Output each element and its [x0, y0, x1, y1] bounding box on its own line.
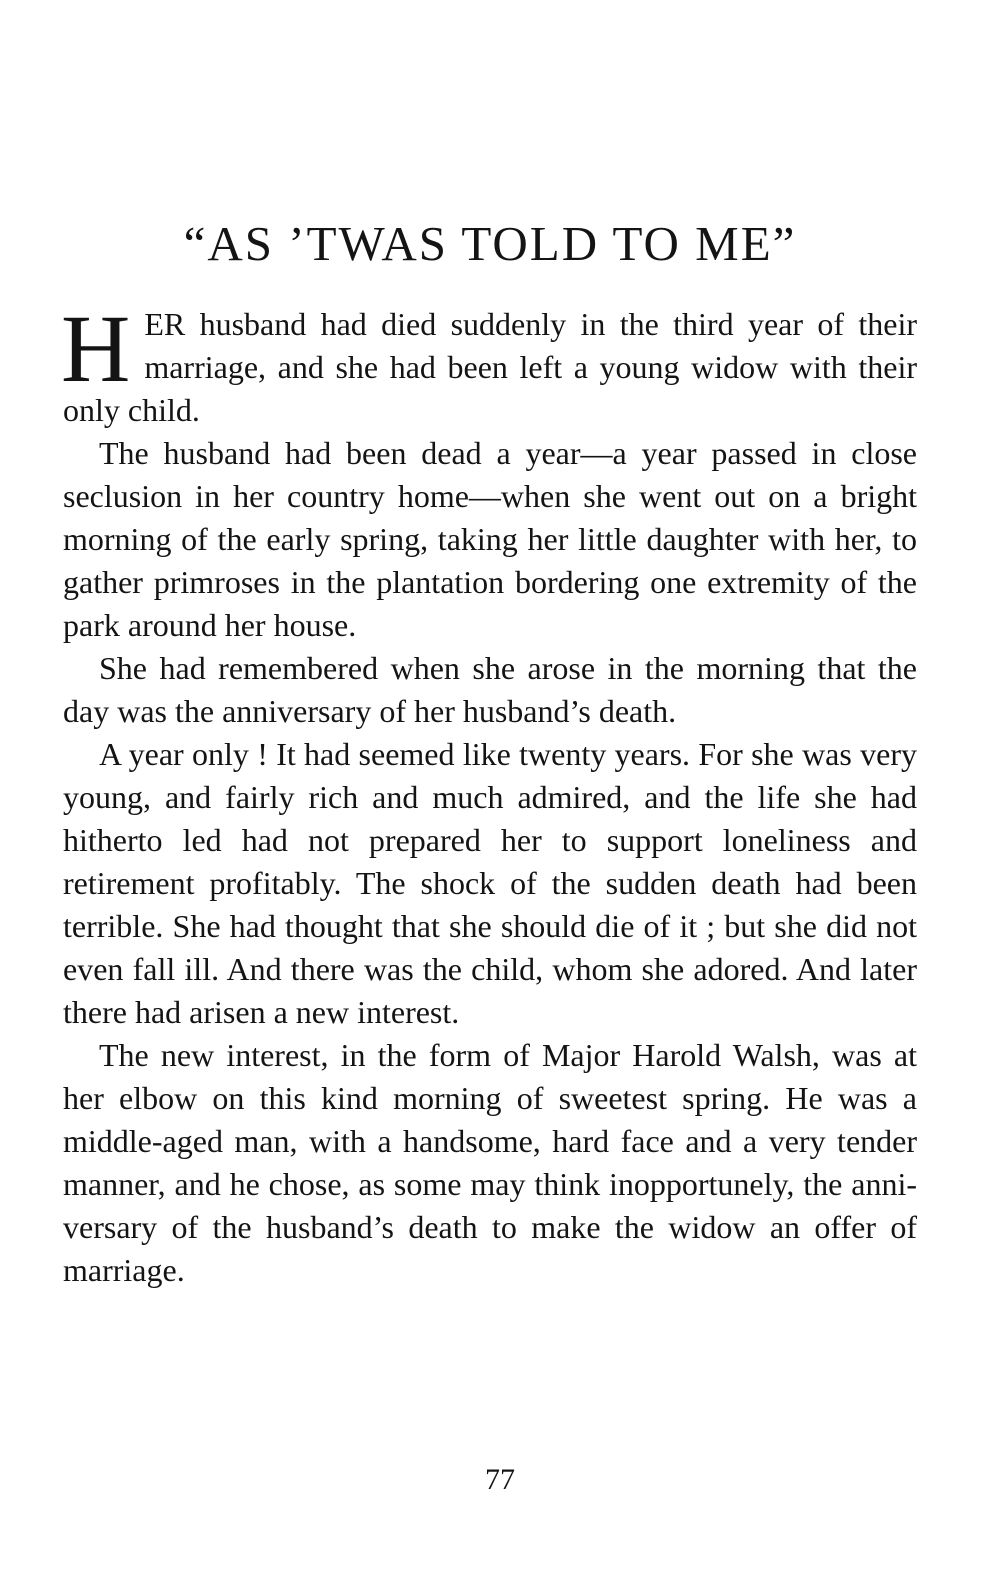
paragraph-1 — [61, 295, 917, 432]
paragraph-4: A year only ! It had seemed like twenty years. For she was very young, and fairly rich and much admired, and the life she had hitherto led had not prepared her to support loneliness and retirement profitably. The shock of the sudden death had been terrible. She had thought that she should die of it ; but she did not even fall ill. And there was the child, whom she adored. And later there had arisen a new interest. — [63, 736, 917, 1030]
body-text — [61, 295, 917, 1292]
paragraph-3: She had remembered when she arose in the morning that the day was the anniversary of her husband’s death. — [63, 650, 917, 729]
page-number: 77 — [485, 1463, 515, 1496]
paragraph-1-text: ER husband had died suddenly in the third year of their marriage, and she had been left a young widow with their only child. — [63, 306, 917, 428]
paragraph-2: The husband had been dead a year—a year passed in close seclusion in her country home—when she went out on a bright morning of the early spring, taking her little daughter with her, to gather primroses in the plantation bordering one extremity of the park around her house. — [63, 435, 917, 643]
paragraph-5: The new interest, in the form of Major Harold Walsh, was at her elbow on this kind morning of sweetest spring. He was a middle-aged man, with a handsome, hard face and a very tender manner, and he chose, as some may think inopportunely, the anniversary of the husband’s death to make the widow an offer of marriage. — [63, 1037, 917, 1288]
drop-cap: H — [61, 295, 131, 402]
chapter-title: “AS ’TWAS TOLD TO ME” — [183, 216, 797, 271]
